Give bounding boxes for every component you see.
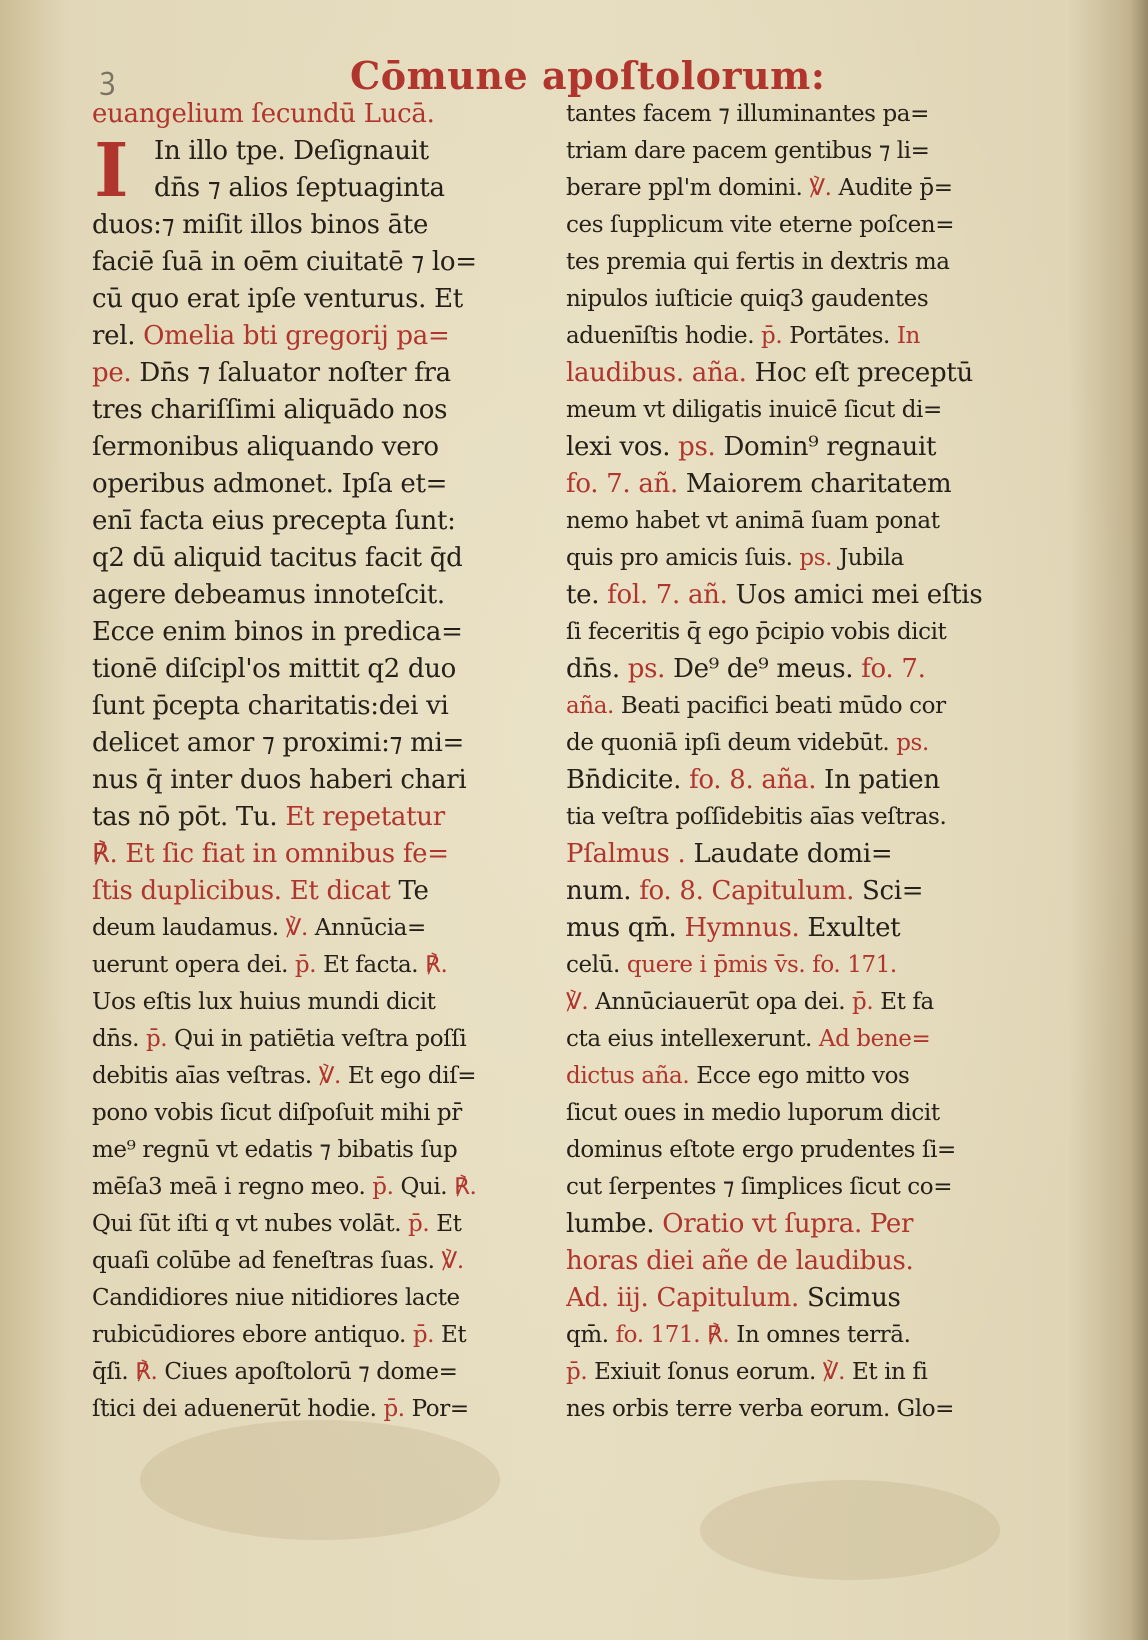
- text-line: [92, 392, 542, 429]
- text-line: [92, 725, 542, 762]
- rubric-text: pe.: [92, 358, 140, 388]
- body-text: De⁹ de⁹ meus.: [673, 654, 862, 684]
- body-text: Exiuit ſonus eorum.: [594, 1359, 823, 1385]
- body-text: qm̄.: [566, 1322, 616, 1348]
- body-text: Portātes.: [789, 323, 897, 349]
- body-text: ſicut oues in medio luporum dicit: [566, 1100, 940, 1126]
- body-text: Et: [436, 1211, 462, 1237]
- text-line: [566, 1354, 1018, 1391]
- text-line: [92, 762, 542, 799]
- text-line: [92, 688, 542, 725]
- rubric-text: In: [896, 323, 920, 349]
- rubric-text: Pſalmus .: [566, 839, 694, 869]
- body-text: pono vobis ſicut diſpoſuit mihi pr̄: [92, 1100, 462, 1126]
- text-line: [92, 577, 542, 614]
- rubric-text: p̄.: [408, 1211, 437, 1237]
- rubric-text: fo. 8. Capitulum.: [639, 876, 862, 906]
- body-text: Candidiores niue nitidiores lacte: [92, 1285, 460, 1311]
- text-line: [566, 1243, 1018, 1280]
- text-line: [92, 1354, 542, 1391]
- text-line: [92, 244, 542, 281]
- rubric-text: p̄.: [372, 1174, 401, 1200]
- text-line: [566, 207, 1018, 244]
- rubric-text: p̄.: [761, 323, 790, 349]
- body-text: quaſi colūbe ad feneſtras ſuas.: [92, 1248, 442, 1274]
- left-text-column: [92, 96, 542, 1428]
- body-text: Qui.: [400, 1174, 455, 1200]
- body-text: Annūciauerūt opa dei.: [595, 989, 853, 1015]
- body-text: nes orbis terre verba eorum. Glo=: [566, 1396, 955, 1422]
- body-text: enī facta eius precepta ſunt:: [92, 506, 456, 536]
- body-text: rubicūdiores ebore antiquo.: [92, 1322, 413, 1348]
- rubric-text: aña.: [566, 693, 621, 719]
- body-text: Bn̄dicite.: [566, 765, 690, 795]
- rubric-text: laudibus. aña.: [566, 358, 755, 388]
- body-text: tas nō pōt. Tu.: [92, 802, 286, 832]
- rubric-text: fo. 7.: [861, 654, 926, 684]
- text-line: [566, 244, 1018, 281]
- body-text: Scimus: [806, 1283, 901, 1313]
- text-line: [92, 1095, 542, 1132]
- body-text: Ecce enim binos in predica=: [92, 617, 463, 647]
- body-text: tes premia qui fertis in dextris ma: [566, 249, 950, 275]
- text-line: [92, 651, 542, 688]
- rubric-text: Et repetatur: [285, 802, 445, 832]
- rubric-text: fo. 8. aña.: [689, 765, 825, 795]
- rubric-text: ℟. Et ſic fiat in omnibus fe=: [92, 839, 449, 869]
- body-text: num.: [566, 876, 640, 906]
- body-text: debitis aīas veſtras.: [92, 1063, 319, 1089]
- body-text: duos:⁊ miſit illos binos āte: [92, 210, 429, 240]
- body-text: delicet amor ⁊ proximi:⁊ mi=: [92, 728, 464, 758]
- rubric-text: ℟.: [135, 1359, 165, 1385]
- body-text: ſi feceritis q̄ ego p̄cipio vobis dicit: [566, 619, 947, 645]
- text-line: [92, 984, 542, 1021]
- body-text: Por=: [411, 1396, 469, 1422]
- text-line: [92, 1280, 542, 1317]
- text-line: [566, 1132, 1018, 1169]
- body-text: rel.: [92, 321, 144, 351]
- text-line: [566, 1280, 1018, 1317]
- body-text: cū quo erat ipſe venturus. Et: [92, 284, 463, 314]
- body-text: mēſa3 meā i regno meo.: [92, 1174, 373, 1200]
- body-text: uerunt opera dei.: [92, 952, 295, 978]
- rubric-text: p̄.: [566, 1359, 595, 1385]
- body-text: mus qm̄.: [566, 913, 685, 943]
- text-line: [566, 281, 1018, 318]
- body-text: Uos amici mei eſtis: [735, 580, 983, 610]
- drop-cap-initial: I: [94, 128, 129, 214]
- body-text: ſtici dei aduenerūt hodie.: [92, 1396, 384, 1422]
- body-text: Audite p̄=: [838, 175, 953, 201]
- rubric-text: ſtis duplicibus. Et dicat: [92, 876, 399, 906]
- rubric-text: fol. 7. añ.: [607, 580, 736, 610]
- body-text: Sci=: [862, 876, 924, 906]
- text-line: [92, 429, 542, 466]
- body-text: Et ego diſ=: [347, 1063, 477, 1089]
- text-line: [566, 762, 1018, 799]
- text-line: [92, 910, 542, 947]
- rubric-text: ps.: [627, 654, 674, 684]
- body-text: Et in fi: [851, 1359, 928, 1385]
- body-text: faciē ſuā in oēm ciuitatē ⁊ lo=: [92, 247, 477, 277]
- text-line: [566, 466, 1018, 503]
- rubric-text: ℣.: [566, 989, 596, 1015]
- body-text: quis pro amicis ſuis.: [566, 545, 800, 571]
- body-text: Qui in patiētia veſtra poſſi: [174, 1026, 467, 1052]
- text-line: [566, 947, 1018, 984]
- body-text: deum laudamus.: [92, 915, 286, 941]
- rubric-text: ps.: [678, 432, 724, 462]
- body-text: Laudate domi=: [693, 839, 893, 869]
- body-text: aduenīſtis hodie.: [566, 323, 762, 349]
- body-text: cut ſerpentes ⁊ ſimplices ſicut co=: [566, 1174, 953, 1200]
- text-line: [92, 1058, 542, 1095]
- rubric-text: ℣.: [318, 1063, 348, 1089]
- text-line: [92, 836, 542, 873]
- body-text: meum vt diligatis inuicē ſicut di=: [566, 397, 942, 423]
- body-text: operibus admonet. Ipſa et=: [92, 469, 448, 499]
- rubric-text: fo. 171. ℟.: [615, 1322, 737, 1348]
- body-text: lexi vos.: [566, 432, 679, 462]
- body-text: ces ſupplicum vite eterne poſcen=: [566, 212, 955, 238]
- body-text: de quoniā ipſi deum videbūt.: [566, 730, 897, 756]
- text-line: [92, 1021, 542, 1058]
- text-line: [566, 355, 1018, 392]
- body-text: nemo habet vt animā ſuam ponat: [566, 508, 940, 534]
- rubric-text: dictus aña.: [566, 1063, 697, 1089]
- rubric-text: horas diei añe de laudibus.: [566, 1246, 914, 1276]
- rubric-text: quere i p̄mis v̄s. fo. 171.: [626, 952, 897, 978]
- body-text: Exultet: [807, 913, 901, 943]
- body-text: celū.: [566, 952, 627, 978]
- body-text: cta eius intellexerunt.: [566, 1026, 819, 1052]
- text-line: [92, 503, 542, 540]
- body-text: agere debeamus innoteſcit.: [92, 580, 445, 610]
- text-line: [566, 1058, 1018, 1095]
- rubric-text: ℣.: [285, 915, 315, 941]
- text-line: [566, 1169, 1018, 1206]
- rubric-text: ℣.: [822, 1359, 852, 1385]
- body-text: Te: [398, 876, 429, 906]
- rubric-text: p̄.: [294, 952, 324, 978]
- text-line: [566, 651, 1018, 688]
- text-line: [92, 170, 542, 207]
- text-line: [92, 207, 542, 244]
- body-text: dn̄s.: [566, 654, 628, 684]
- text-line: [566, 170, 1018, 207]
- body-text: dn̄s.: [92, 1026, 146, 1052]
- rubric-text: p̄.: [145, 1026, 175, 1052]
- text-line: [566, 1391, 1018, 1428]
- rubric-text: ℟.: [454, 1174, 477, 1200]
- text-line: [566, 318, 1018, 355]
- body-text: Qui ſūt iſti q vt nubes volāt.: [92, 1211, 409, 1237]
- body-text: Ecce ego mitto vos: [696, 1063, 910, 1089]
- body-text: berare ppl'm domini.: [566, 175, 810, 201]
- body-text: dominus eſtote ergo prudentes ſi=: [566, 1137, 956, 1163]
- body-text: triam dare pacem gentibus ⁊ li=: [566, 138, 930, 164]
- rubric-text: p̄.: [383, 1396, 412, 1422]
- text-line: [566, 503, 1018, 540]
- text-line: [566, 577, 1018, 614]
- text-line: [92, 947, 542, 984]
- body-text: te.: [566, 580, 608, 610]
- text-line: [566, 1021, 1018, 1058]
- paper-stain: [700, 1480, 1000, 1580]
- text-line: [566, 614, 1018, 651]
- body-text: Annūcia=: [314, 915, 426, 941]
- rubric-text: p̄.: [412, 1322, 442, 1348]
- body-text: In omnes terrā.: [736, 1322, 911, 1348]
- text-line: [566, 984, 1018, 1021]
- body-text: Et: [441, 1322, 467, 1348]
- body-text: dn̄s ⁊ alios ſeptuaginta: [154, 173, 445, 203]
- rubric-text: euangelium ſecundū Lucā.: [92, 99, 435, 129]
- running-head: Cōmune apoſtolorum:: [350, 53, 826, 98]
- rubric-text: Hymnus.: [684, 913, 808, 943]
- text-line: [566, 1206, 1018, 1243]
- body-text: q2 dū aliquid tacitus facit q̄d: [92, 543, 463, 573]
- text-line: [92, 318, 542, 355]
- text-line: [92, 466, 542, 503]
- body-text: Domin⁹ regnauit: [723, 432, 937, 462]
- text-line: [92, 873, 542, 910]
- text-line: [566, 688, 1018, 725]
- text-line: [92, 1169, 542, 1206]
- text-line: [92, 281, 542, 318]
- text-line: [92, 1317, 542, 1354]
- rubric-text: ps.: [799, 545, 839, 571]
- right-text-column: [566, 96, 1018, 1428]
- text-line: [92, 1391, 542, 1428]
- body-text: Et fa: [880, 989, 934, 1015]
- text-line: [92, 540, 542, 577]
- rubric-text: ℟.: [425, 952, 448, 978]
- body-text: me⁹ regnū vt edatis ⁊ bibatis ſup: [92, 1137, 458, 1163]
- text-line: [566, 96, 1018, 133]
- text-line: [92, 133, 542, 170]
- body-text: lumbe.: [566, 1209, 663, 1239]
- body-text: Ciues apoſtolorū ⁊ dome=: [164, 1359, 458, 1385]
- signature-mark: ꝫ: [100, 61, 116, 96]
- text-line: [566, 873, 1018, 910]
- body-text: tantes facem ⁊ illuminantes pa=: [566, 101, 929, 127]
- body-text: Et facta.: [323, 952, 426, 978]
- text-line: [566, 910, 1018, 947]
- text-line: [566, 133, 1018, 170]
- text-line: [92, 1243, 542, 1280]
- rubric-text: fo. 7. añ.: [566, 469, 686, 499]
- body-text: nus q̄ inter duos haberi chari: [92, 765, 467, 795]
- body-text: q̄ſi.: [92, 1359, 136, 1385]
- paper-stain: [140, 1420, 500, 1540]
- rubric-text: Omelia bti gregorij pa=: [143, 321, 450, 351]
- rubric-text: ℣.: [441, 1248, 464, 1274]
- text-line: [92, 355, 542, 392]
- text-line: [92, 1206, 542, 1243]
- text-line: [566, 725, 1018, 762]
- body-text: nipulos iuſticie quiq3 gaudentes: [566, 286, 929, 312]
- page-edge-shadow: [1130, 0, 1148, 1640]
- body-text: In illo tpe. Deſignauit: [154, 136, 429, 166]
- text-line: [566, 1095, 1018, 1132]
- body-text: Jubila: [838, 545, 904, 571]
- body-text: ſermonibus aliquando vero: [92, 432, 439, 462]
- rubric-text: ℣.: [809, 175, 839, 201]
- body-text: In patien: [824, 765, 940, 795]
- rubric-text: Ad. iij. Capitulum.: [566, 1283, 807, 1313]
- rubric-text: ps.: [896, 730, 929, 756]
- body-text: Uos eſtis lux huius mundi dicit: [92, 989, 436, 1015]
- rubric-text: Ad bene=: [818, 1026, 931, 1052]
- text-line: [566, 799, 1018, 836]
- body-text: Dn̄s ⁊ ſaluator noſter fra: [139, 358, 451, 388]
- body-text: Maiorem charitatem: [685, 469, 952, 499]
- text-line: [92, 96, 542, 133]
- body-text: tia veſtra poſſidebitis aīas veſtras.: [566, 804, 947, 830]
- text-line: [566, 392, 1018, 429]
- text-line: [566, 429, 1018, 466]
- text-line: [566, 540, 1018, 577]
- body-text: Hoc eſt preceptū: [754, 358, 973, 388]
- body-text: tres chariſſimi aliquādo nos: [92, 395, 448, 425]
- text-line: [566, 836, 1018, 873]
- body-text: Beati pacifici beati mūdo cor: [620, 693, 946, 719]
- text-line: [566, 1317, 1018, 1354]
- rubric-text: Oratio vt ſupra. Per: [662, 1209, 914, 1239]
- body-text: ſunt p̄cepta charitatis:dei vi: [92, 691, 449, 721]
- body-text: tionē diſcipl'os mittit q2 duo: [92, 654, 457, 684]
- text-line: [92, 614, 542, 651]
- text-line: [92, 1132, 542, 1169]
- text-line: [92, 799, 542, 836]
- rubric-text: p̄.: [852, 989, 881, 1015]
